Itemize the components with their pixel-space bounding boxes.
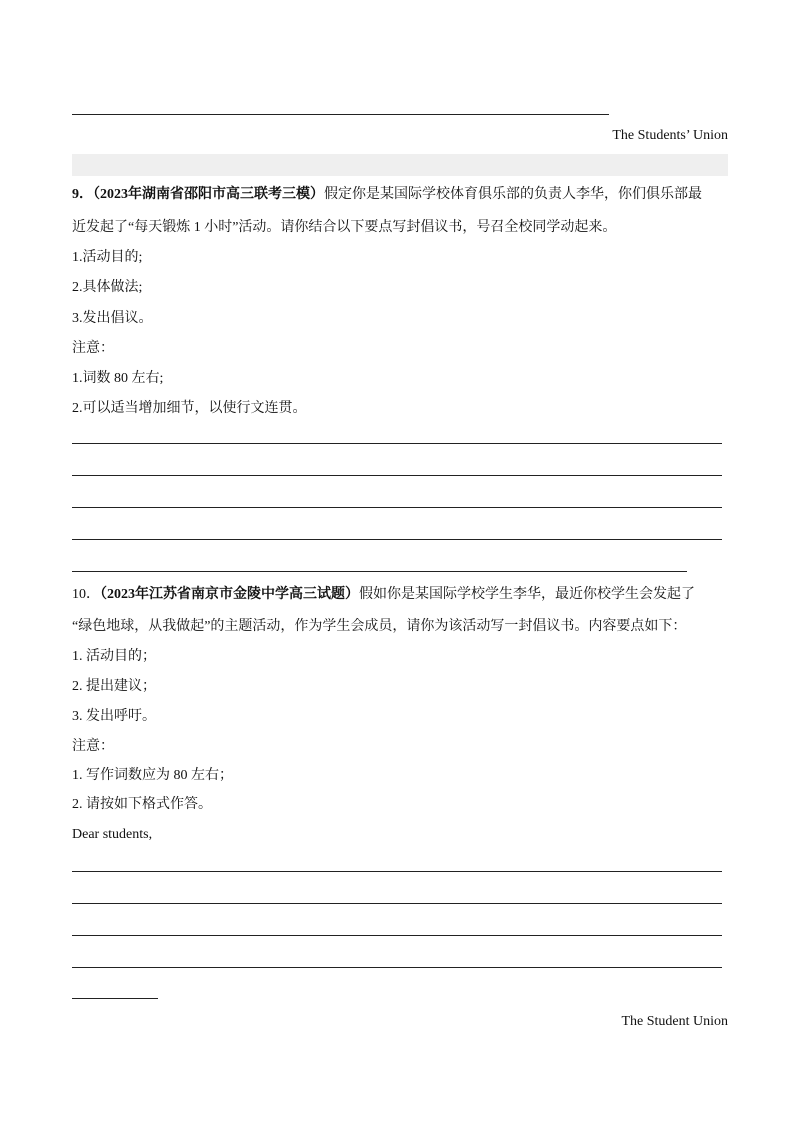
answer-line: [72, 903, 722, 904]
answer-line: [72, 967, 722, 968]
question-10-line-2: “绿色地球，从我做起”的主题活动，作为学生会成员，请你为该活动写一封倡议书。内容要点如下：: [72, 619, 687, 634]
point-item: 3. 发出呼吁。: [72, 709, 156, 724]
answer-line: [72, 935, 722, 936]
answer-line: [72, 475, 722, 476]
answer-line: [72, 998, 158, 999]
question-source: （2023年江苏省南京市金陵中学高三试题）: [100, 587, 359, 602]
point-item: 1. 活动目的；: [72, 649, 156, 664]
point-item: 2. 提出建议；: [72, 679, 156, 694]
answer-line: [72, 443, 722, 444]
answer-line: [72, 114, 609, 115]
signature-students-union: The Students’ Union: [612, 128, 728, 143]
question-number: 10．: [72, 587, 100, 602]
question-9-line-2: 近发起了“每天锻炼 1 小时”活动。请你结合以下要点写封倡议书，号召全校同学动起来。: [72, 220, 617, 235]
question-source: （2023年湖南省邵阳市高三联考三模）: [93, 187, 324, 202]
note-item: 1.词数 80 左右;: [72, 371, 164, 386]
letter-greeting: Dear students,: [72, 827, 153, 842]
note-label: 注意：: [72, 341, 114, 356]
question-number: 9．: [72, 187, 93, 202]
answer-line: [72, 539, 722, 540]
note-label: 注意：: [72, 739, 114, 754]
question-prompt: 假定你是某国际学校体育俱乐部的负责人李华，你们俱乐部最: [324, 187, 702, 202]
question-9-line-1: [72, 186, 702, 204]
note-item: 2.可以适当增加细节，以使行文连贯。: [72, 401, 307, 416]
point-item: 1.活动目的;: [72, 250, 143, 265]
signature-student-union: The Student Union: [621, 1014, 728, 1029]
answer-line: [72, 871, 722, 872]
note-item: 2. 请按如下格式作答。: [72, 797, 212, 812]
question-10-line-1: [72, 586, 695, 604]
section-divider-band: [72, 154, 728, 176]
question-prompt: 假如你是某国际学校学生李华，最近你校学生会发起了: [359, 587, 695, 602]
answer-line: [72, 571, 687, 572]
note-item: 1. 写作词数应为 80 左右；: [72, 768, 233, 783]
point-item: 2.具体做法;: [72, 280, 143, 295]
point-item: 3.发出倡议。: [72, 311, 153, 326]
answer-line: [72, 507, 722, 508]
